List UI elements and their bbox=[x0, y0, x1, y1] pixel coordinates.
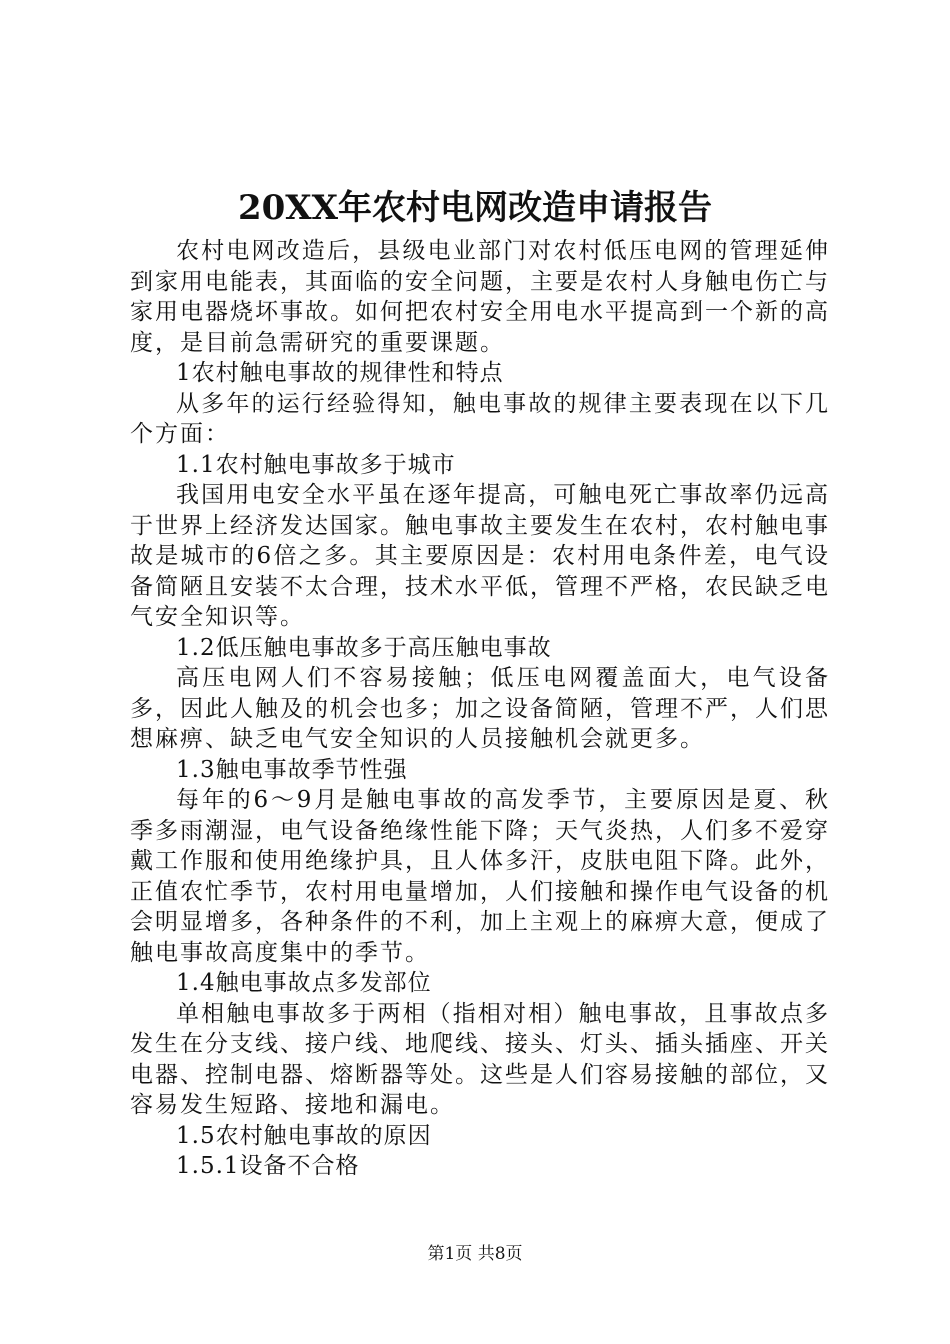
paragraph: 高压电网人们不容易接触；低压电网覆盖面大，电气设备多，因此人触及的机会也多；加之设备简陋，管理不严，人们思想麻痹、缺乏电气安全知识的人员接触机会就更多。 bbox=[130, 665, 830, 752]
paragraph: 单相触电事故多于两相（指相对相）触电事故，且事故点多发生在分支线、接户线、地爬线、接头、灯头、插头插座、开关电器、控制电器、熔断器等处。这些是人们容易接触的部位，又容易发生短路、接地和漏电。 bbox=[130, 1000, 830, 1118]
section-heading: 1.1农村触电事故多于城市 bbox=[176, 451, 456, 478]
page-footer: 第1页 共8页 bbox=[427, 1244, 523, 1264]
paragraph: 每年的6～9月是触电事故的高发季节，主要原因是夏、秋季多雨潮湿，电气设备绝缘性能下降；天气炎热，人们多不爱穿戴工作服和使用绝缘护具，且人体多汗，皮肤电阻下降。此外，正值农忙季节，农村用电量增加，人们接触和操作电气设备的机会明显增多，各种条件的不利，加上主观上的麻痹大意，便成了触电事故高度集中的季节。 bbox=[130, 787, 830, 966]
paragraph: 我国用电安全水平虽在逐年提高，可触电死亡事故率仍远高于世界上经济发达国家。触电事故主要发生在农村，农村触电事故是城市的6倍之多。其主要原因是：农村用电条件差，电气设备简陋且安装不太合理，技术水平低，管理不严格，农民缺乏电气安全知识等。 bbox=[130, 482, 830, 630]
section-heading: 1.5农村触电事故的原因 bbox=[176, 1122, 432, 1149]
paragraph: 农村电网改造后，县级电业部门对农村低压电网的管理延伸到家用电能表，其面临的安全问题，主要是农村人身触电伤亡与家用电器烧坏事故。如何把农村安全用电水平提高到一个新的高度，是目前急需研究的重要课题。 bbox=[130, 238, 830, 356]
paragraph: 从多年的运行经验得知，触电事故的规律主要表现在以下几个方面： bbox=[130, 390, 830, 447]
document-body bbox=[130, 236, 830, 1182]
section-heading: 1农村触电事故的规律性和特点 bbox=[176, 360, 504, 386]
section-heading: 1.4触电事故点多发部位 bbox=[176, 970, 432, 996]
document-title: 20XX年农村电网改造申请报告 bbox=[237, 188, 713, 228]
section-heading: 1.3触电事故季节性强 bbox=[176, 756, 408, 783]
section-heading: 1.2低压触电事故多于高压触电事故 bbox=[176, 634, 552, 661]
section-heading: 1.5.1设备不合格 bbox=[176, 1153, 360, 1179]
